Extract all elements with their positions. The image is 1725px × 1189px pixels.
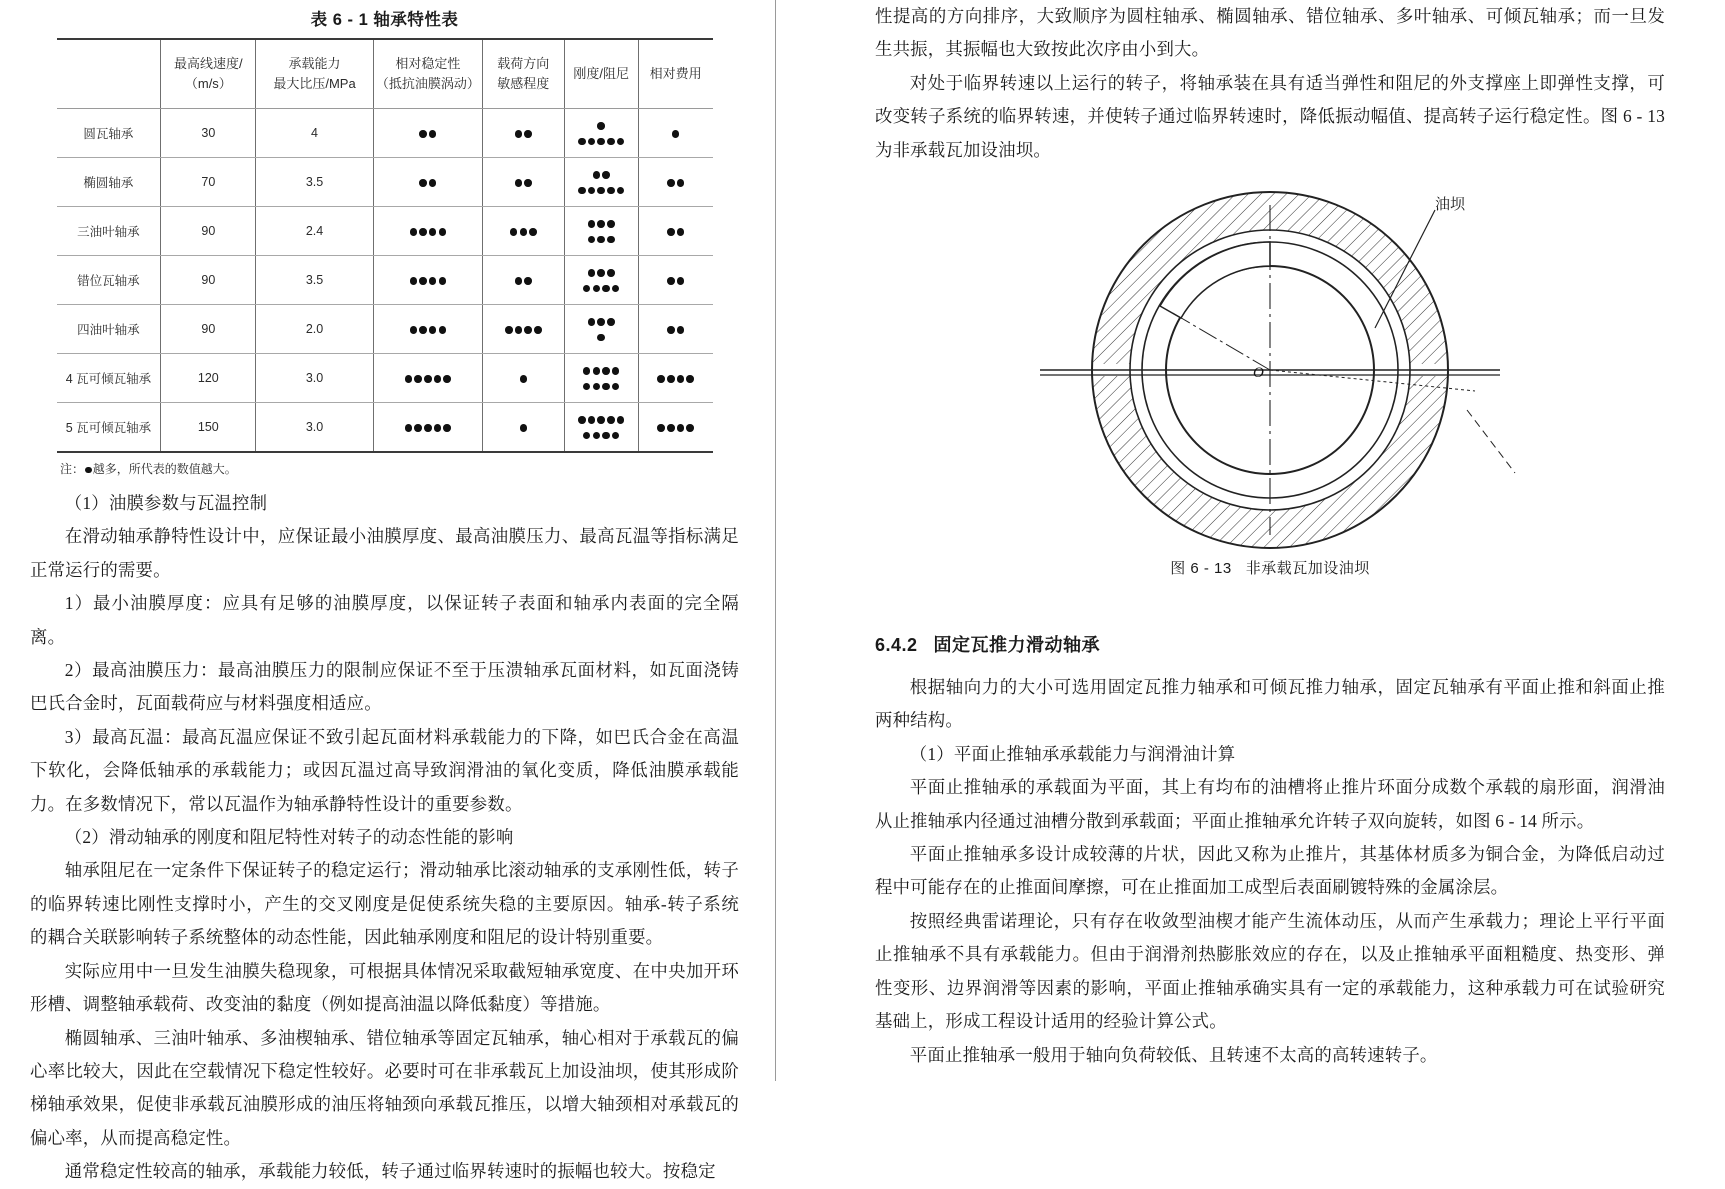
dot-row <box>567 427 636 442</box>
bullet-dot-icon <box>410 228 418 236</box>
bullet-dot-icon <box>677 375 685 383</box>
cell-bearing-type: 三油叶轴承 <box>57 207 161 256</box>
table-title: 表 6 - 1 轴承特性表 <box>310 11 459 29</box>
cell-relative-cost <box>638 403 712 453</box>
table-header-row <box>57 39 713 109</box>
cell-bearing-type: 5 瓦可倾瓦轴承 <box>57 403 161 453</box>
bullet-dot-icon <box>429 277 437 285</box>
cell-direction-sensitivity <box>482 207 564 256</box>
paragraph: 按照经典雷诺理论，只有存在收敛型油楔才能产生流体动压，从而产生承载力；理论上平行平面止推轴承不具有承载能力。但由于润滑剂热膨胀效应的存在，以及止推轴承平面粗糙度、热变形、弹性变形、边界润滑等因素的影响，平面止推轴承确实具有一定的承载能力，这种承载力可在试验研究基础上，形成工程设计适用的经验计算公式。 <box>875 910 1665 1032</box>
cell-stiffness-damping <box>564 305 638 354</box>
cell-max-speed: 150 <box>161 403 256 453</box>
bullet-dot-icon <box>515 130 523 138</box>
dot-row <box>485 321 562 336</box>
bullet-dot-icon <box>602 432 610 440</box>
cell-stiffness-damping <box>564 256 638 305</box>
table-row <box>57 403 713 453</box>
bullet-dot-icon <box>405 424 413 432</box>
bullet-dot-icon <box>419 228 427 236</box>
bullet-dot-icon <box>505 326 513 334</box>
bullet-dot-icon <box>85 467 92 474</box>
bullet-dot-icon <box>597 138 605 146</box>
th-load-direction-sensitivity: 载荷方向 敏感程度 <box>482 39 564 109</box>
dot-row <box>376 125 480 140</box>
paragraph: 平面止推轴承的承载面为平面，其上有均布的油槽将止推片环面分成数个承载的扇形面，润滑油从止推轴承内径通过油槽分散到承载面；平面止推轴承允许转子双向旋转，如图 6 - 14 所示。 <box>875 777 1665 831</box>
th-stiffness-damping: 刚度/阻尼 <box>564 39 638 109</box>
bullet-dot-icon <box>607 220 615 228</box>
bullet-dot-icon <box>515 179 523 187</box>
cell-max-speed: 90 <box>161 256 256 305</box>
paragraph: （1）油膜参数与瓦温控制 <box>64 493 268 513</box>
cell-max-speed: 30 <box>161 109 256 158</box>
table-note: 注： 越多，所代表的数值越大。 <box>60 462 237 476</box>
dot-row <box>641 174 711 189</box>
dot-row <box>376 321 480 336</box>
table-head <box>57 39 713 109</box>
bearing-cross-section-diagram <box>875 185 1665 555</box>
bullet-dot-icon <box>529 228 537 236</box>
cell-relative-cost <box>638 305 712 354</box>
dot-row <box>641 223 711 238</box>
right-column <box>775 0 1725 1081</box>
bullet-dot-icon <box>607 236 615 244</box>
th-load-capacity: 承载能力 最大比压/MPa <box>256 39 373 109</box>
th-max-linear-speed: 最高线速度/ （m/s） <box>161 39 256 109</box>
bullet-dot-icon <box>578 416 586 424</box>
cell-stiffness-damping <box>564 158 638 207</box>
bullet-dot-icon <box>607 318 615 326</box>
dot-row <box>567 167 636 182</box>
bearing-characteristics-table <box>57 38 713 453</box>
bullet-dot-icon <box>588 138 596 146</box>
table-row <box>57 158 713 207</box>
cell-load-capacity: 3.0 <box>256 354 373 403</box>
bullet-dot-icon <box>597 187 605 195</box>
bullet-dot-icon <box>583 383 591 391</box>
bullet-dot-icon <box>677 179 685 187</box>
dot-row <box>376 223 480 238</box>
bullet-dot-icon <box>429 130 437 138</box>
paragraph: 性提高的方向排序，大致顺序为圆柱轴承、椭圆轴承、错位轴承、多叶轴承、可倾瓦轴承；而一旦发生共振，其振幅也大致按此次序由小到大。 <box>875 6 1665 60</box>
bullet-dot-icon <box>672 130 680 138</box>
bullet-dot-icon <box>607 416 615 424</box>
bullet-dot-icon <box>588 318 596 326</box>
cell-bearing-type: 椭圆轴承 <box>57 158 161 207</box>
bullet-dot-icon <box>588 220 596 228</box>
bullet-dot-icon <box>515 277 523 285</box>
bullet-dot-icon <box>414 424 422 432</box>
bullet-dot-icon <box>607 269 615 277</box>
cell-direction-sensitivity <box>482 403 564 453</box>
dot-row <box>485 419 562 434</box>
paragraph: 2）最高油膜压力：最高油膜压力的限制应保证不至于压溃轴承瓦面材料，如瓦面浇铸巴氏合金时，瓦面载荷应与材料强度相适应。 <box>30 660 739 714</box>
bullet-dot-icon <box>597 334 605 342</box>
bullet-dot-icon <box>419 326 427 334</box>
bullet-dot-icon <box>583 367 591 375</box>
oil-dam-label: 油坝 <box>1435 196 1466 214</box>
section-heading-6-4-2: 6.4.2 固定瓦推力滑动轴承 <box>875 635 1101 656</box>
table-row <box>57 305 713 354</box>
dot-row <box>567 133 636 148</box>
bullet-dot-icon <box>677 326 685 334</box>
paragraph: 对处于临界转速以上运行的转子，将轴承装在具有适当弹性和阻尼的外支撑座上即弹性支撑，可改变转子系统的临界转速，并使转子通过临界转速时，降低振动幅值、提高转子运行稳定性。图 6 - 13 为非承载瓦加设油坝。 <box>875 72 1665 160</box>
bullet-dot-icon <box>677 424 685 432</box>
bullet-dot-icon <box>588 416 596 424</box>
bullet-dot-icon <box>597 122 605 130</box>
bullet-dot-icon <box>410 326 418 334</box>
bullet-dot-icon <box>410 277 418 285</box>
cell-relative-cost <box>638 256 712 305</box>
cell-stability <box>373 403 482 453</box>
bullet-dot-icon <box>677 277 685 285</box>
bullet-dot-icon <box>686 424 694 432</box>
bullet-dot-icon <box>583 432 591 440</box>
cell-stability <box>373 354 482 403</box>
bullet-dot-icon <box>534 326 542 334</box>
center-point-label: O <box>1253 365 1264 382</box>
cell-direction-sensitivity <box>482 158 564 207</box>
cell-stiffness-damping <box>564 109 638 158</box>
bullet-dot-icon <box>520 375 528 383</box>
cell-max-speed: 70 <box>161 158 256 207</box>
bullet-dot-icon <box>434 424 442 432</box>
bullet-dot-icon <box>593 285 601 293</box>
bullet-dot-icon <box>588 236 596 244</box>
bullet-dot-icon <box>419 179 427 187</box>
bullet-dot-icon <box>617 416 625 424</box>
bullet-dot-icon <box>520 228 528 236</box>
cell-stiffness-damping <box>564 207 638 256</box>
cell-stability <box>373 158 482 207</box>
paragraph: 平面止推轴承一般用于轴向负荷较低、且转速不太高的高转速转子。 <box>909 1044 1438 1065</box>
table-row <box>57 256 713 305</box>
bullet-dot-icon <box>524 326 532 334</box>
table-body <box>57 109 713 453</box>
dot-row <box>485 125 562 140</box>
bullet-dot-icon <box>524 179 532 187</box>
cell-relative-cost <box>638 354 712 403</box>
bullet-dot-icon <box>597 416 605 424</box>
figure-6-13 <box>875 185 1665 605</box>
dot-row <box>567 378 636 393</box>
bullet-dot-icon <box>602 285 610 293</box>
left-column <box>0 0 775 1182</box>
bullet-dot-icon <box>593 432 601 440</box>
bullet-dot-icon <box>667 228 675 236</box>
bullet-dot-icon <box>578 138 586 146</box>
cell-max-speed: 90 <box>161 207 256 256</box>
bullet-dot-icon <box>667 179 675 187</box>
bullet-dot-icon <box>612 383 620 391</box>
cell-stability <box>373 109 482 158</box>
th-relative-stability: 相对稳定性 （抵抗油膜涡动） <box>373 39 482 109</box>
bullet-dot-icon <box>667 375 675 383</box>
bullet-dot-icon <box>612 432 620 440</box>
th-bearing-type <box>57 39 161 109</box>
figure-caption: 图 6 - 13 非承载瓦加设油坝 <box>1170 560 1370 578</box>
bullet-dot-icon <box>439 277 447 285</box>
bullet-dot-icon <box>667 277 675 285</box>
dot-row <box>567 216 636 231</box>
cell-bearing-type: 4 瓦可倾瓦轴承 <box>57 354 161 403</box>
dot-row <box>376 174 480 189</box>
paragraph: （2）滑动轴承的刚度和阻尼特性对转子的动态性能的影响 <box>64 827 514 848</box>
cell-direction-sensitivity <box>482 256 564 305</box>
bullet-dot-icon <box>677 228 685 236</box>
bullet-dot-icon <box>578 187 586 195</box>
bullet-dot-icon <box>686 375 694 383</box>
cell-load-capacity: 2.4 <box>256 207 373 256</box>
dot-row <box>567 280 636 295</box>
bullet-dot-icon <box>439 326 447 334</box>
bullet-dot-icon <box>607 138 615 146</box>
dot-row <box>567 118 636 133</box>
dot-row <box>485 174 562 189</box>
paragraph: 1）最小油膜厚度：应具有足够的油膜厚度，以保证转子表面和轴承内表面的完全隔离。 <box>30 593 739 647</box>
dot-row <box>567 314 636 329</box>
cell-load-capacity: 3.5 <box>256 158 373 207</box>
cell-stiffness-damping <box>564 403 638 453</box>
bullet-dot-icon <box>602 367 610 375</box>
cell-relative-cost <box>638 109 712 158</box>
bullet-dot-icon <box>593 367 601 375</box>
bullet-dot-icon <box>602 171 610 179</box>
cell-stability <box>373 256 482 305</box>
dot-row <box>376 419 480 434</box>
bullet-dot-icon <box>597 269 605 277</box>
bullet-dot-icon <box>593 171 601 179</box>
bullet-dot-icon <box>424 424 432 432</box>
bullet-dot-icon <box>419 130 427 138</box>
paragraph: 轴承阻尼在一定条件下保证转子的稳定运行；滑动轴承比滚动轴承的支承刚性低，转子的临界转速比刚性支撑时小，产生的交叉刚度是促使系统失稳的主要原因。轴承-转子系统的耦合关联影响转子系统整体的动态性能，因此轴承刚度和阻尼的设计特别重要。 <box>30 860 739 948</box>
column-divider <box>775 0 776 1081</box>
dot-row <box>376 272 480 287</box>
right-top-text <box>875 0 1665 167</box>
bullet-dot-icon <box>602 383 610 391</box>
cell-relative-cost <box>638 207 712 256</box>
dot-row <box>567 363 636 378</box>
cell-load-capacity: 2.0 <box>256 305 373 354</box>
table-row <box>57 207 713 256</box>
cell-stability <box>373 305 482 354</box>
bullet-dot-icon <box>597 236 605 244</box>
left-body-text <box>30 487 739 1189</box>
table-row <box>57 109 713 158</box>
dot-row <box>376 370 480 385</box>
bullet-dot-icon <box>607 187 615 195</box>
bullet-dot-icon <box>657 424 665 432</box>
paragraph: 通常稳定性较高的轴承，承载能力较低，转子通过临界转速时的振幅也较大。按稳定 <box>64 1161 716 1182</box>
dot-row <box>567 412 636 427</box>
bullet-dot-icon <box>617 138 625 146</box>
cell-direction-sensitivity <box>482 109 564 158</box>
cell-stiffness-damping <box>564 354 638 403</box>
bullet-dot-icon <box>588 187 596 195</box>
bullet-dot-icon <box>597 220 605 228</box>
dot-row <box>641 370 711 385</box>
cell-bearing-type: 错位瓦轴承 <box>57 256 161 305</box>
paragraph: 平面止推轴承多设计成较薄的片状，因此又称为止推片，其基体材质多为铜合金，为降低启动过程中可能存在的止推面间摩擦，可在止推面加工成型后表面刷镀特殊的金属涂层。 <box>875 844 1665 898</box>
cell-direction-sensitivity <box>482 354 564 403</box>
bullet-dot-icon <box>443 375 451 383</box>
bullet-dot-icon <box>667 424 675 432</box>
dot-row <box>641 419 711 434</box>
bullet-dot-icon <box>583 285 591 293</box>
cell-load-capacity: 3.5 <box>256 256 373 305</box>
bullet-dot-icon <box>612 285 620 293</box>
cell-direction-sensitivity <box>482 305 564 354</box>
bullet-dot-icon <box>617 187 625 195</box>
bullet-dot-icon <box>429 228 437 236</box>
cell-max-speed: 90 <box>161 305 256 354</box>
bullet-dot-icon <box>510 228 518 236</box>
dot-row <box>485 223 562 238</box>
bullet-dot-icon <box>424 375 432 383</box>
paragraph: （1）平面止推轴承承载能力与润滑油计算 <box>909 743 1236 764</box>
bullet-dot-icon <box>429 326 437 334</box>
bullet-dot-icon <box>593 383 601 391</box>
bullet-dot-icon <box>588 269 596 277</box>
dot-row <box>567 182 636 197</box>
cell-stability <box>373 207 482 256</box>
cell-relative-cost <box>638 158 712 207</box>
th-relative-cost: 相对费用 <box>638 39 712 109</box>
dot-row <box>567 231 636 246</box>
bullet-dot-icon <box>524 277 532 285</box>
dot-row <box>641 321 711 336</box>
dot-row <box>485 370 562 385</box>
bullet-dot-icon <box>434 375 442 383</box>
paragraph: 3）最高瓦温：最高瓦温应保证不致引起瓦面材料承载能力的下降，如巴氏合金在高温下软化，会降低轴承的承载能力；或因瓦温过高导致润滑油的氧化变质，降低油膜承载能力。在多数情况下，常以瓦温作为轴承静特性设计的重要参数。 <box>30 726 739 814</box>
bullet-dot-icon <box>443 424 451 432</box>
dot-row <box>567 265 636 280</box>
dot-row <box>567 329 636 344</box>
dot-row <box>485 272 562 287</box>
right-bottom-text <box>875 671 1665 1072</box>
cell-max-speed: 120 <box>161 354 256 403</box>
dot-row <box>641 272 711 287</box>
paragraph: 实际应用中一旦发生油膜失稳现象，可根据具体情况采取截短轴承宽度、在中央加开环形槽、调整轴承载荷、改变油的黏度（例如提高油温以降低黏度）等措施。 <box>30 960 739 1015</box>
paragraph: 椭圆轴承、三油叶轴承、多油楔轴承、错位轴承等固定瓦轴承，轴心相对于承载瓦的偏心率比较大，因此在空载情况下稳定性较好。必要时可在非承载瓦上加设油坝，使其形成阶梯轴承效果，促使非承载瓦油膜形成的油压将轴颈向承载瓦推压，以增大轴颈相对承载瓦的偏心率，从而提高稳定性。 <box>30 1027 739 1148</box>
cell-load-capacity: 3.0 <box>256 403 373 453</box>
bullet-dot-icon <box>429 179 437 187</box>
paragraph: 在滑动轴承静特性设计中，应保证最小油膜厚度、最高油膜压力、最高瓦温等指标满足正常运行的需要。 <box>30 526 739 580</box>
cell-bearing-type: 四油叶轴承 <box>57 305 161 354</box>
bullet-dot-icon <box>657 375 665 383</box>
bullet-dot-icon <box>612 367 620 375</box>
bullet-dot-icon <box>515 326 523 334</box>
bullet-dot-icon <box>520 424 528 432</box>
dot-row <box>641 125 711 140</box>
table-row <box>57 354 713 403</box>
bullet-dot-icon <box>419 277 427 285</box>
cell-load-capacity: 4 <box>256 109 373 158</box>
bullet-dot-icon <box>405 375 413 383</box>
bullet-dot-icon <box>667 326 675 334</box>
cell-bearing-type: 圆瓦轴承 <box>57 109 161 158</box>
bullet-dot-icon <box>414 375 422 383</box>
bullet-dot-icon <box>524 130 532 138</box>
bullet-dot-icon <box>597 318 605 326</box>
bullet-dot-icon <box>439 228 447 236</box>
paragraph: 根据轴向力的大小可选用固定瓦推力轴承和可倾瓦推力轴承，固定瓦轴承有平面止推和斜面止推两种结构。 <box>875 677 1665 731</box>
